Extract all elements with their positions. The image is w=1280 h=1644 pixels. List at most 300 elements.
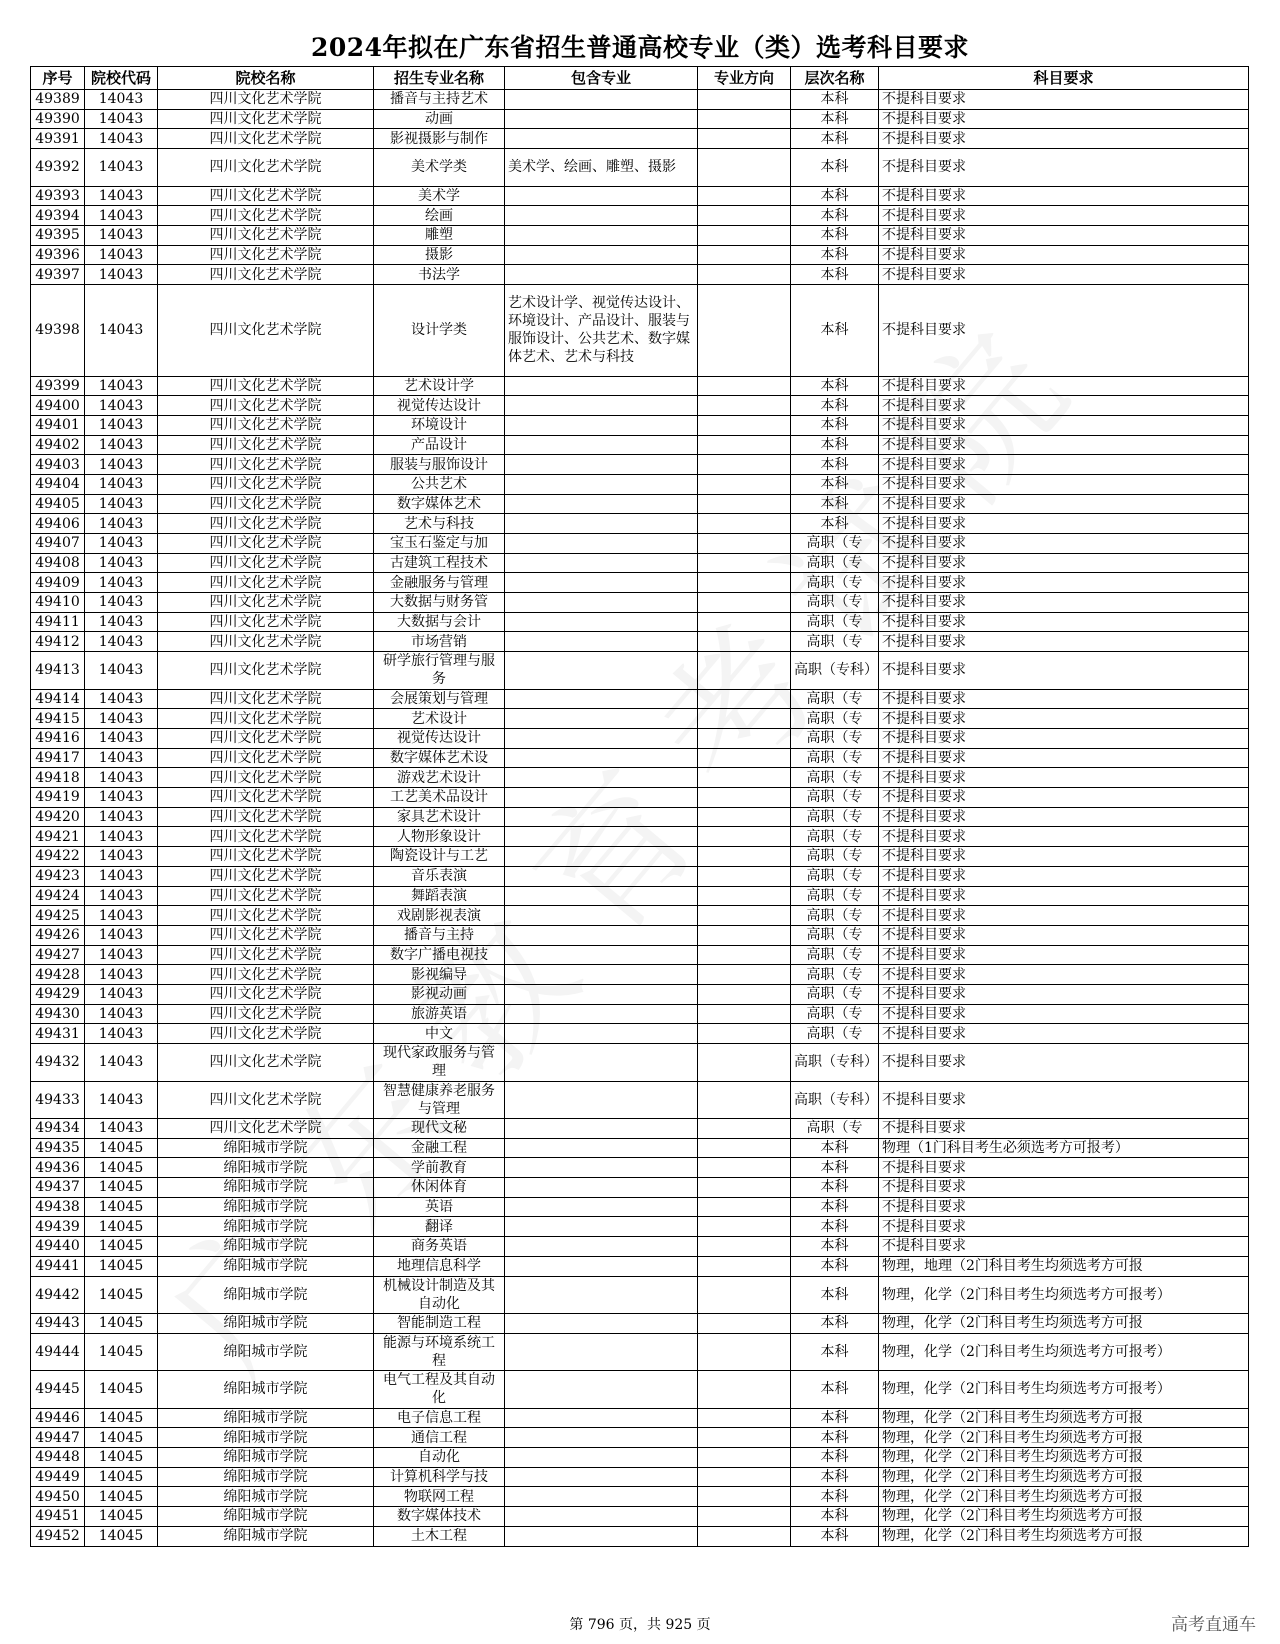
cell-index: 49447 [31,1428,85,1448]
cell-school-code: 14043 [85,945,158,965]
table-row [31,1314,1249,1334]
cell-school-name: 绵阳城市学院 [158,1448,374,1468]
cell-index: 49426 [31,925,85,945]
cell-subject-requirement: 不提科目要求 [879,925,1249,945]
cell-subject-requirement: 不提科目要求 [879,265,1249,285]
cell-included-majors [505,206,698,226]
table-row [31,866,1249,886]
table-body [31,90,1249,1547]
cell-included-majors [505,788,698,808]
cell-subject-requirement: 不提科目要求 [879,415,1249,435]
table-row [31,1197,1249,1217]
cell-major-direction [698,225,791,245]
header-school-name: 院校名称 [158,67,374,90]
cell-school-code: 14045 [85,1138,158,1158]
header-index: 序号 [31,67,85,90]
cell-included-majors [505,1237,698,1257]
header-school-code: 院校代码 [85,67,158,90]
cell-index: 49448 [31,1448,85,1468]
cell-included-majors [505,945,698,965]
cell-subject-requirement: 不提科目要求 [879,90,1249,110]
cell-school-code: 14043 [85,1081,158,1119]
cell-subject-requirement: 不提科目要求 [879,788,1249,808]
cell-index: 49406 [31,514,85,534]
cell-level: 本科 [791,1526,879,1546]
cell-school-code: 14043 [85,1119,158,1139]
table-row [31,729,1249,749]
table-row [31,1276,1249,1314]
cell-major-direction [698,186,791,206]
cell-major-name: 通信工程 [374,1428,505,1448]
table-row [31,109,1249,129]
cell-level: 本科 [791,435,879,455]
cell-subject-requirement: 不提科目要求 [879,1119,1249,1139]
cell-school-code: 14043 [85,474,158,494]
cell-subject-requirement: 不提科目要求 [879,689,1249,709]
cell-level: 本科 [791,285,879,377]
cell-index: 49420 [31,807,85,827]
cell-index: 49393 [31,186,85,206]
cell-index: 49403 [31,455,85,475]
cell-included-majors [505,984,698,1004]
page-title: 2024年拟在广东省招生普通高校专业（类）选考科目要求 [310,33,970,62]
cell-index: 49410 [31,593,85,613]
cell-major-direction [698,245,791,265]
cell-school-code: 14045 [85,1448,158,1468]
table-row [31,1119,1249,1139]
cell-included-majors [505,612,698,632]
cell-school-code: 14043 [85,632,158,652]
cell-major-name: 物联网工程 [374,1487,505,1507]
cell-level: 本科 [791,90,879,110]
table-row [31,573,1249,593]
table-row [31,1408,1249,1428]
cell-major-name: 地理信息科学 [374,1256,505,1276]
cell-level: 本科 [791,1448,879,1468]
cell-school-name: 四川文化艺术学院 [158,376,374,396]
cell-included-majors [505,689,698,709]
cell-subject-requirement: 不提科目要求 [879,1237,1249,1257]
cell-major-name: 电子信息工程 [374,1408,505,1428]
table-row [31,652,1249,690]
cell-subject-requirement: 不提科目要求 [879,245,1249,265]
cell-major-direction [698,768,791,788]
cell-subject-requirement: 不提科目要求 [879,109,1249,129]
cell-subject-requirement: 不提科目要求 [879,553,1249,573]
cell-index: 49446 [31,1408,85,1428]
cell-school-code: 14043 [85,435,158,455]
cell-major-name: 播音与主持艺术 [374,90,505,110]
table-row [31,553,1249,573]
cell-index: 49440 [31,1237,85,1257]
cell-included-majors [505,1333,698,1371]
cell-subject-requirement: 不提科目要求 [879,534,1249,554]
cell-school-code: 14043 [85,265,158,285]
cell-index: 49430 [31,1004,85,1024]
cell-school-name: 四川文化艺术学院 [158,886,374,906]
cell-school-name: 四川文化艺术学院 [158,1044,374,1082]
header-included-majors: 包含专业 [505,67,698,90]
cell-school-code: 14045 [85,1408,158,1428]
cell-level: 高职（专 [791,847,879,867]
cell-subject-requirement: 不提科目要求 [879,827,1249,847]
cell-level: 本科 [791,376,879,396]
cell-level: 本科 [791,225,879,245]
cell-school-code: 14045 [85,1197,158,1217]
cell-major-name: 现代文秘 [374,1119,505,1139]
cell-major-name: 播音与主持 [374,925,505,945]
cell-subject-requirement: 物理，化学（2门科目考生均须选考方可报 [879,1448,1249,1468]
cell-school-code: 14043 [85,807,158,827]
cell-school-name: 四川文化艺术学院 [158,435,374,455]
cell-major-direction [698,1371,791,1409]
cell-included-majors [505,748,698,768]
table-row [31,748,1249,768]
cell-major-direction [698,593,791,613]
cell-level: 高职（专 [791,729,879,749]
cell-major-name: 产品设计 [374,435,505,455]
cell-school-name: 四川文化艺术学院 [158,1024,374,1044]
table-row [31,945,1249,965]
table-row [31,1237,1249,1257]
cell-school-code: 14045 [85,1526,158,1546]
cell-school-name: 四川文化艺术学院 [158,866,374,886]
cell-level: 本科 [791,455,879,475]
cell-school-name: 四川文化艺术学院 [158,847,374,867]
cell-major-direction [698,1408,791,1428]
cell-major-name: 能源与环境系统工程 [374,1333,505,1371]
cell-major-name: 戏剧影视表演 [374,906,505,926]
cell-level: 本科 [791,1487,879,1507]
cell-included-majors [505,514,698,534]
cell-subject-requirement: 不提科目要求 [879,494,1249,514]
cell-major-direction [698,1428,791,1448]
cell-school-code: 14043 [85,514,158,534]
cell-level: 本科 [791,1428,879,1448]
cell-subject-requirement: 不提科目要求 [879,709,1249,729]
cell-index: 49417 [31,748,85,768]
cell-subject-requirement: 不提科目要求 [879,807,1249,827]
cell-included-majors [505,245,698,265]
cell-major-direction [698,807,791,827]
cell-subject-requirement: 不提科目要求 [879,225,1249,245]
cell-major-direction [698,455,791,475]
cell-index: 49435 [31,1138,85,1158]
cell-included-majors [505,1044,698,1082]
cell-subject-requirement: 不提科目要求 [879,206,1249,226]
table-row [31,1178,1249,1198]
cell-school-code: 14045 [85,1371,158,1409]
cell-included-majors [505,1138,698,1158]
cell-major-direction [698,945,791,965]
table-row [31,1428,1249,1448]
table-row [31,788,1249,808]
cell-school-code: 14043 [85,886,158,906]
cell-major-name: 土木工程 [374,1526,505,1546]
cell-major-direction [698,886,791,906]
cell-included-majors [505,709,698,729]
cell-school-code: 14043 [85,186,158,206]
table-row [31,474,1249,494]
cell-school-name: 四川文化艺术学院 [158,945,374,965]
cell-index: 49398 [31,285,85,377]
cell-school-name: 四川文化艺术学院 [158,729,374,749]
cell-school-code: 14043 [85,90,158,110]
table-row [31,827,1249,847]
cell-subject-requirement: 不提科目要求 [879,1217,1249,1237]
cell-major-direction [698,90,791,110]
cell-major-direction [698,984,791,1004]
cell-school-code: 14043 [85,984,158,1004]
table-row [31,965,1249,985]
cell-major-name: 影视动画 [374,984,505,1004]
cell-major-name: 会展策划与管理 [374,689,505,709]
cell-school-code: 14043 [85,593,158,613]
cell-level: 高职（专 [791,965,879,985]
cell-included-majors [505,729,698,749]
table-row [31,768,1249,788]
cell-index: 49407 [31,534,85,554]
cell-major-name: 工艺美术品设计 [374,788,505,808]
cell-included-majors [505,1487,698,1507]
requirements-table [30,66,1249,1547]
cell-included-majors [505,1024,698,1044]
cell-school-code: 14045 [85,1333,158,1371]
cell-index: 49390 [31,109,85,129]
cell-subject-requirement: 不提科目要求 [879,1158,1249,1178]
cell-school-code: 14043 [85,285,158,377]
cell-level: 高职（专 [791,925,879,945]
cell-subject-requirement: 不提科目要求 [879,866,1249,886]
table-row [31,807,1249,827]
cell-major-direction [698,206,791,226]
cell-major-name: 旅游英语 [374,1004,505,1024]
cell-major-name: 音乐表演 [374,866,505,886]
cell-school-name: 四川文化艺术学院 [158,90,374,110]
cell-school-name: 四川文化艺术学院 [158,689,374,709]
cell-level: 高职（专 [791,593,879,613]
cell-subject-requirement: 不提科目要求 [879,435,1249,455]
cell-level: 本科 [791,415,879,435]
cell-major-name: 智慧健康养老服务与管理 [374,1081,505,1119]
cell-subject-requirement: 不提科目要求 [879,729,1249,749]
cell-included-majors [505,1314,698,1334]
cell-major-direction [698,1237,791,1257]
cell-major-name: 大数据与会计 [374,612,505,632]
cell-index: 49441 [31,1256,85,1276]
cell-major-direction [698,474,791,494]
cell-school-code: 14045 [85,1158,158,1178]
cell-subject-requirement: 不提科目要求 [879,1044,1249,1082]
table-header-row [31,67,1249,90]
cell-school-code: 14045 [85,1178,158,1198]
cell-major-name: 影视编导 [374,965,505,985]
cell-school-name: 绵阳城市学院 [158,1314,374,1334]
cell-major-name: 舞蹈表演 [374,886,505,906]
cell-major-direction [698,1004,791,1024]
cell-level: 高职（专 [791,534,879,554]
cell-level: 高职（专 [791,788,879,808]
cell-school-name: 绵阳城市学院 [158,1276,374,1314]
cell-school-code: 14043 [85,788,158,808]
cell-major-direction [698,1158,791,1178]
cell-level: 高职（专 [791,807,879,827]
cell-major-name: 数字媒体艺术 [374,494,505,514]
cell-level: 高职（专 [791,1024,879,1044]
cell-subject-requirement: 不提科目要求 [879,1197,1249,1217]
cell-major-name: 数字媒体艺术设 [374,748,505,768]
table-row [31,206,1249,226]
cell-school-name: 四川文化艺术学院 [158,807,374,827]
cell-subject-requirement: 不提科目要求 [879,965,1249,985]
cell-school-name: 四川文化艺术学院 [158,494,374,514]
table-row [31,435,1249,455]
cell-level: 本科 [791,1507,879,1527]
cell-subject-requirement: 物理，化学（2门科目考生均须选考方可报 [879,1507,1249,1527]
cell-level: 本科 [791,1197,879,1217]
cell-index: 49445 [31,1371,85,1409]
cell-major-name: 摄影 [374,245,505,265]
cell-major-direction [698,1119,791,1139]
cell-major-direction [698,396,791,416]
table-row [31,1333,1249,1371]
cell-subject-requirement: 不提科目要求 [879,906,1249,926]
cell-major-name: 学前教育 [374,1158,505,1178]
cell-index: 49449 [31,1467,85,1487]
cell-major-name: 美术学类 [374,149,505,187]
cell-index: 49433 [31,1081,85,1119]
cell-major-name: 环境设计 [374,415,505,435]
cell-subject-requirement: 不提科目要求 [879,186,1249,206]
cell-level: 高职（专科） [791,1081,879,1119]
cell-level: 本科 [791,1158,879,1178]
cell-school-name: 绵阳城市学院 [158,1408,374,1428]
cell-index: 49400 [31,396,85,416]
cell-school-code: 14043 [85,1044,158,1082]
cell-school-name: 四川文化艺术学院 [158,455,374,475]
cell-level: 高职（专 [791,748,879,768]
cell-index: 49443 [31,1314,85,1334]
cell-major-name: 公共艺术 [374,474,505,494]
cell-subject-requirement: 物理，化学（2门科目考生均须选考方可报考） [879,1276,1249,1314]
cell-school-name: 绵阳城市学院 [158,1138,374,1158]
cell-major-direction [698,1487,791,1507]
cell-index: 49442 [31,1276,85,1314]
cell-school-code: 14043 [85,396,158,416]
cell-school-code: 14043 [85,689,158,709]
cell-school-code: 14045 [85,1507,158,1527]
cell-school-name: 四川文化艺术学院 [158,415,374,435]
cell-included-majors [505,186,698,206]
cell-school-name: 绵阳城市学院 [158,1526,374,1546]
cell-subject-requirement: 不提科目要求 [879,285,1249,377]
cell-school-code: 14043 [85,925,158,945]
cell-level: 本科 [791,1333,879,1371]
cell-school-name: 四川文化艺术学院 [158,285,374,377]
cell-level: 本科 [791,186,879,206]
cell-index: 49425 [31,906,85,926]
cell-level: 高职（专 [791,768,879,788]
table-row [31,1371,1249,1409]
cell-major-direction [698,129,791,149]
cell-level: 本科 [791,1314,879,1334]
cell-index: 49439 [31,1217,85,1237]
cell-school-name: 四川文化艺术学院 [158,612,374,632]
cell-included-majors [505,1526,698,1546]
cell-major-name: 动画 [374,109,505,129]
cell-subject-requirement: 不提科目要求 [879,514,1249,534]
cell-included-majors [505,265,698,285]
cell-school-name: 四川文化艺术学院 [158,245,374,265]
cell-major-direction [698,689,791,709]
table-row [31,376,1249,396]
header-subject-requirement: 科目要求 [879,67,1249,90]
cell-major-name: 机械设计制造及其自动化 [374,1276,505,1314]
cell-index: 49396 [31,245,85,265]
table-row [31,1158,1249,1178]
cell-level: 本科 [791,494,879,514]
cell-included-majors [505,1448,698,1468]
cell-school-name: 四川文化艺术学院 [158,788,374,808]
cell-level: 本科 [791,1217,879,1237]
table-row [31,906,1249,926]
cell-school-code: 14043 [85,129,158,149]
cell-school-code: 14043 [85,612,158,632]
cell-school-name: 绵阳城市学院 [158,1371,374,1409]
table-row [31,1044,1249,1082]
cell-subject-requirement: 物理，化学（2门科目考生均须选考方可报 [879,1526,1249,1546]
cell-index: 49422 [31,847,85,867]
cell-major-direction [698,514,791,534]
table-row [31,285,1249,377]
cell-index: 49391 [31,129,85,149]
cell-index: 49399 [31,376,85,396]
cell-school-name: 四川文化艺术学院 [158,906,374,926]
cell-school-code: 14043 [85,729,158,749]
table-row [31,1024,1249,1044]
cell-included-majors [505,376,698,396]
cell-school-name: 绵阳城市学院 [158,1467,374,1487]
cell-included-majors: 艺术设计学、视觉传达设计、环境设计、产品设计、服装与服饰设计、公共艺术、数字媒体艺术、艺术与科技 [505,285,698,377]
table-row [31,689,1249,709]
cell-major-name: 视觉传达设计 [374,729,505,749]
cell-school-code: 14045 [85,1217,158,1237]
cell-index: 49401 [31,415,85,435]
cell-major-name: 英语 [374,1197,505,1217]
cell-subject-requirement: 不提科目要求 [879,886,1249,906]
cell-major-direction [698,553,791,573]
cell-subject-requirement: 不提科目要求 [879,1178,1249,1198]
cell-level: 本科 [791,474,879,494]
cell-school-name: 四川文化艺术学院 [158,186,374,206]
table-row [31,1256,1249,1276]
cell-school-name: 绵阳城市学院 [158,1507,374,1527]
cell-major-name: 电气工程及其自动化 [374,1371,505,1409]
cell-school-code: 14043 [85,906,158,926]
cell-major-direction [698,1178,791,1198]
cell-major-name: 家具艺术设计 [374,807,505,827]
table-row [31,1448,1249,1468]
cell-included-majors [505,768,698,788]
cell-major-direction [698,149,791,187]
cell-major-direction [698,1256,791,1276]
cell-major-name: 计算机科学与技 [374,1467,505,1487]
cell-school-name: 四川文化艺术学院 [158,593,374,613]
cell-major-name: 艺术与科技 [374,514,505,534]
cell-subject-requirement: 物理，化学（2门科目考生均须选考方可报 [879,1467,1249,1487]
cell-school-name: 四川文化艺术学院 [158,632,374,652]
cell-school-code: 14043 [85,376,158,396]
